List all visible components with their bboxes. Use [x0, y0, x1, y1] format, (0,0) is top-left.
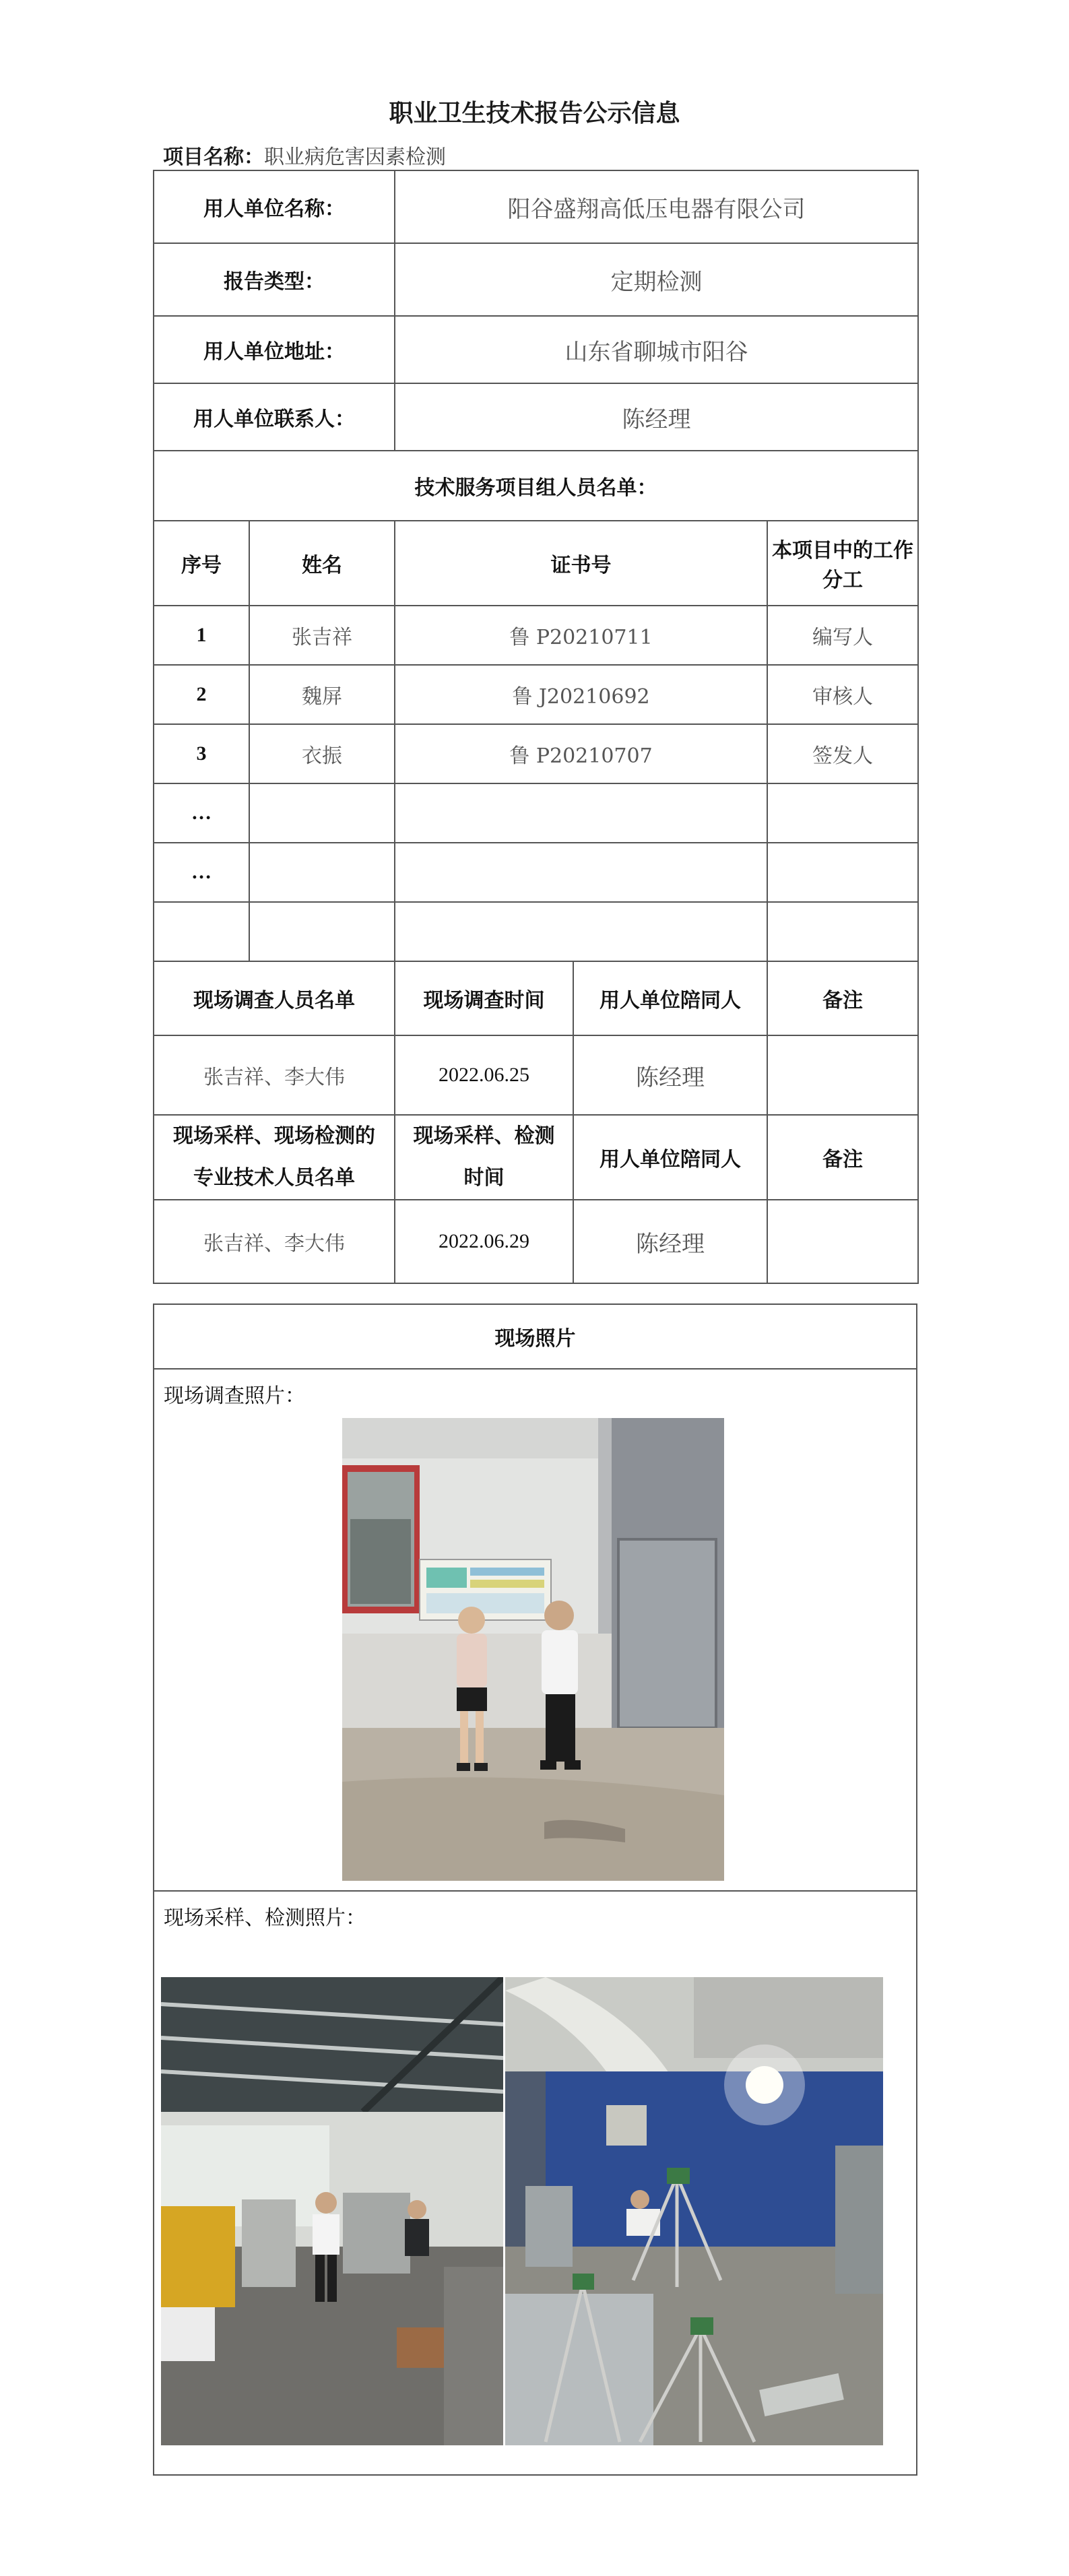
col-header-name: 姓名 [249, 521, 395, 606]
sampling-photo-warehouse [161, 1977, 503, 2445]
project-name-label: 项目名称： [163, 146, 264, 169]
sampling-photo-warehouse-image [161, 1977, 503, 2445]
sampling-note [767, 1200, 918, 1283]
employer-name-label: 用人单位名称： [154, 170, 395, 243]
survey-escort-header: 用人单位陪同人 [573, 961, 767, 1035]
sampling-escort-header: 用人单位陪同人 [573, 1115, 767, 1200]
sampling-time-header [395, 1115, 573, 1200]
report-info-table [153, 170, 919, 1284]
survey-time-header: 现场调查时间 [395, 961, 573, 1035]
sampling-people: 张吉祥、李大伟 [154, 1200, 395, 1283]
sampling-photo-workshop-image [505, 1977, 883, 2445]
row-name [249, 783, 395, 843]
row-name: 衣振 [249, 724, 395, 783]
survey-photo [342, 1418, 724, 1881]
address-label: 用人单位地址： [154, 316, 395, 383]
table-row [154, 843, 918, 902]
row-no: 2 [154, 665, 249, 724]
row-role: 编写人 [767, 606, 918, 665]
row-role: 签发人 [767, 724, 918, 783]
row-cert: 鲁 P20210707 [395, 724, 767, 783]
survey-note [767, 1035, 918, 1115]
row-cert [395, 843, 767, 902]
row-name [249, 843, 395, 902]
photos-heading: 现场照片 [154, 1304, 917, 1369]
sampling-time-header-line1: 现场采样、检测 [413, 1124, 555, 1148]
sampling-time: 2022.06.29 [395, 1200, 573, 1283]
survey-time: 2022.06.25 [395, 1035, 573, 1115]
row-cert [395, 783, 767, 843]
col-header-role: 本项目中的工作分工 [767, 521, 918, 606]
sampling-photo-workshop [505, 1977, 883, 2445]
survey-note-header: 备注 [767, 961, 918, 1035]
row-no: … [154, 843, 249, 902]
row-role [767, 843, 918, 902]
row-no: 3 [154, 724, 249, 783]
col-header-cert: 证书号 [395, 521, 767, 606]
table-row [154, 665, 918, 724]
team-heading: 技术服务项目组人员名单： [154, 451, 918, 521]
sampling-note-header: 备注 [767, 1115, 918, 1200]
table-row [154, 606, 918, 665]
sampling-people-header [154, 1115, 395, 1200]
row-role: 审核人 [767, 665, 918, 724]
survey-photo-image [342, 1418, 724, 1881]
sampling-escort: 陈经理 [573, 1200, 767, 1283]
survey-people-header: 现场调查人员名单 [154, 961, 395, 1035]
row-name [249, 902, 395, 961]
contact-value: 陈经理 [395, 383, 918, 451]
table-row [154, 783, 918, 843]
col-header-no: 序号 [154, 521, 249, 606]
row-cert [395, 902, 767, 961]
row-no [154, 902, 249, 961]
survey-people: 张吉祥、李大伟 [154, 1035, 395, 1115]
row-no: … [154, 783, 249, 843]
sampling-people-header-line1: 现场采样、现场检测的 [173, 1124, 375, 1148]
report-type-value: 定期检测 [395, 243, 918, 316]
row-name: 魏屏 [249, 665, 395, 724]
row-name: 张吉祥 [249, 606, 395, 665]
page-title: 职业卫生技术报告公示信息 [389, 100, 680, 127]
table-row [154, 724, 918, 783]
survey-photo-label: 现场调查照片： [164, 1384, 305, 1408]
row-no: 1 [154, 606, 249, 665]
row-role [767, 783, 918, 843]
sampling-people-header-line2: 专业技术人员名单 [193, 1166, 355, 1190]
row-cert: 鲁 J20210692 [395, 665, 767, 724]
employer-name-value: 阳谷盛翔高低压电器有限公司 [395, 170, 918, 243]
sampling-time-header-line2: 时间 [463, 1166, 505, 1190]
project-name [163, 140, 446, 170]
project-name-value: 职业病危害因素检测 [264, 146, 446, 169]
report-type-label: 报告类型： [154, 243, 395, 316]
survey-escort: 陈经理 [573, 1035, 767, 1115]
address-value: 山东省聊城市阳谷 [395, 316, 918, 383]
contact-label: 用人单位联系人： [154, 383, 395, 451]
sampling-photo-label: 现场采样、检测照片： [164, 1906, 366, 1930]
row-role [767, 902, 918, 961]
table-row [154, 902, 918, 961]
row-cert: 鲁 P20210711 [395, 606, 767, 665]
